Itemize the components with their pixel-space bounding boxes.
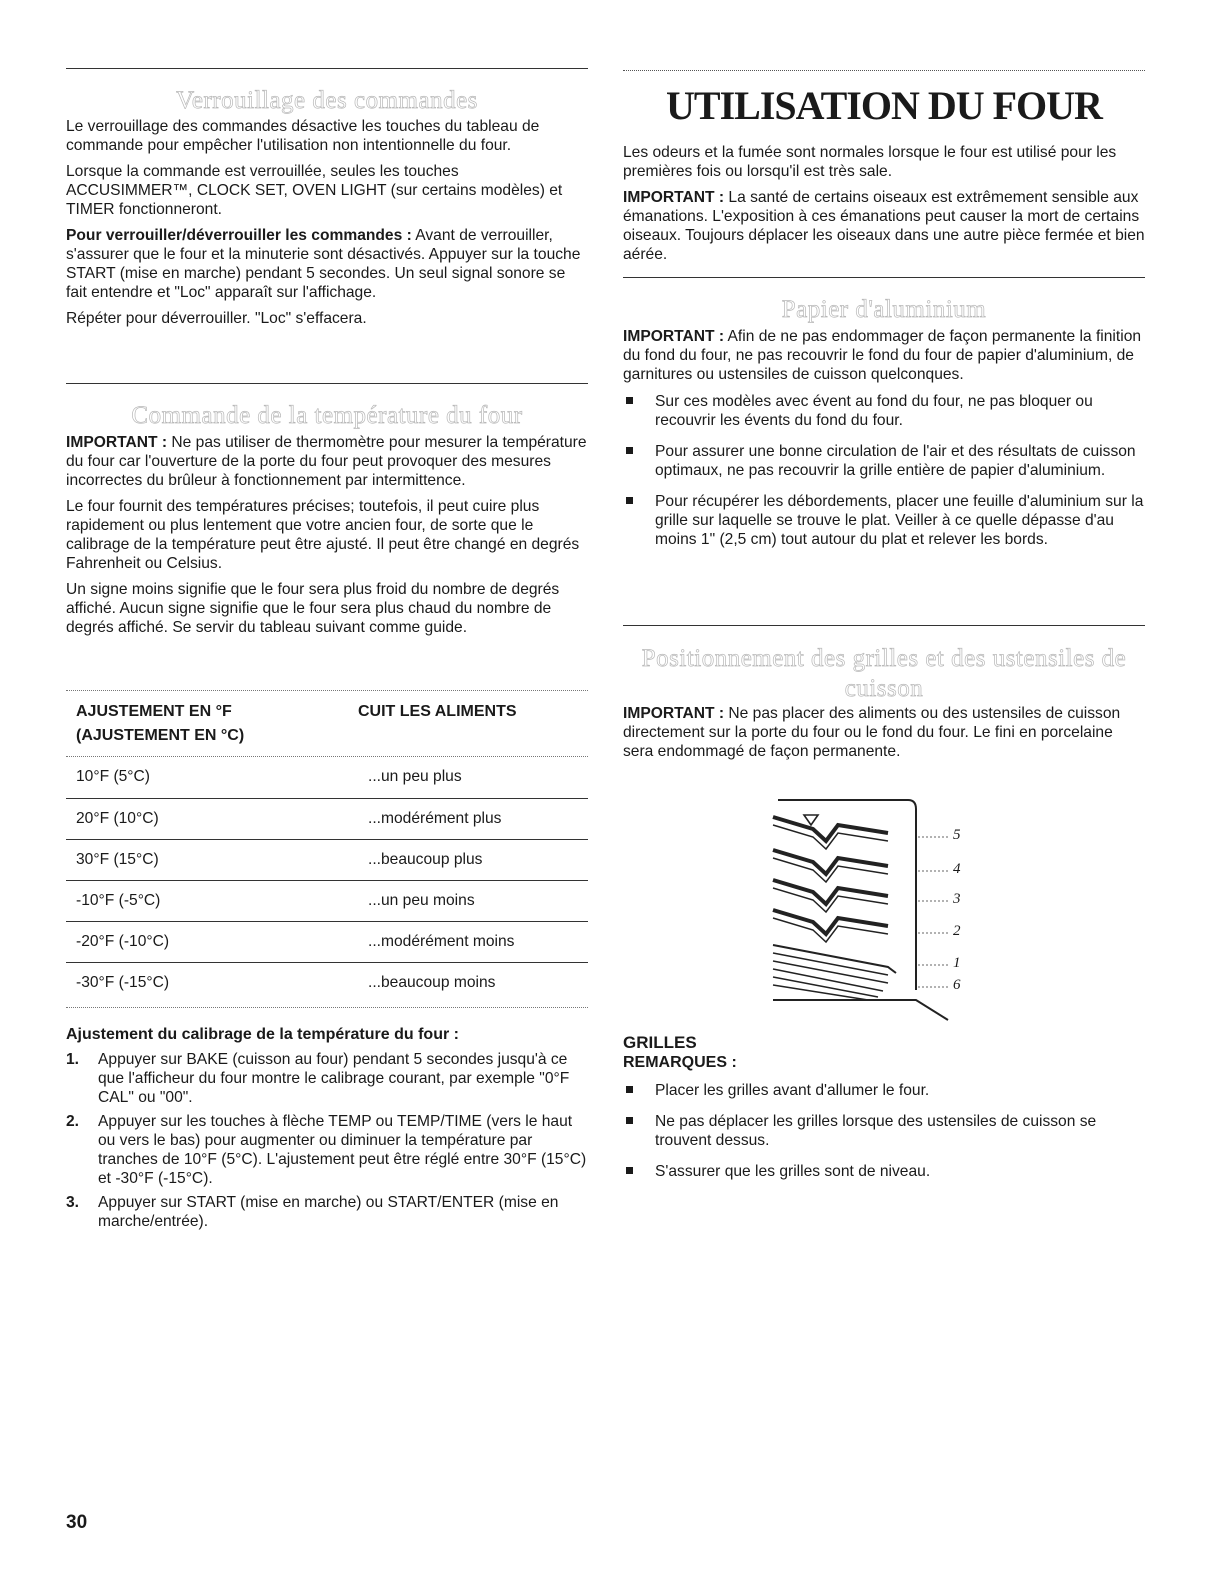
- section-rule: [66, 383, 588, 384]
- step-text: Appuyer sur BAKE (cuisson au four) pendant 5 secondes jusqu'à ce que l'afficheur du four montre le calibrage courant, par exemple "0°F CAL" ou "00".: [98, 1051, 570, 1106]
- result-cell: ...modérément moins: [368, 932, 515, 950]
- bullet-text: S'assurer que les grilles sont de niveau.: [655, 1163, 931, 1180]
- grilles-heading: GRILLES: [623, 1033, 697, 1052]
- adjust-table-body: [66, 757, 588, 1003]
- result-cell: ...un peu moins: [368, 891, 475, 909]
- bullet-item: [623, 442, 1145, 480]
- temp-section: [66, 433, 588, 637]
- racks-important-text: Ne pas placer des aliments ou des ustensiles de cuisson directement sur la porte du four ou le fond du four. Le fini en porcelaine sera endommagé de façon permanente.: [623, 705, 1121, 760]
- square-bullet-icon: [626, 1117, 633, 1124]
- foil-important: [623, 327, 1145, 384]
- temp-paragraph-2: Le four fournit des températures précises; toutefois, il peut cuire plus rapidement ou plus lentement que votre ancien four, de sorte que le calibrage de la température peut être ajusté. Il peut être changé en degrés Fahrenheit ou Celsius.: [66, 498, 580, 572]
- step-number: 1.: [66, 1051, 80, 1068]
- result-cell: ...beaucoup moins: [368, 973, 496, 991]
- intro-paragraph: Les odeurs et la fumée sont normales lorsque le four est utilisé pour les premières fois ou lorsqu'il est très sale.: [623, 144, 1117, 180]
- table-bottom-rule: [66, 1007, 588, 1008]
- temp-paragraph-3: Un signe moins signifie que le four sera plus froid du nombre de degrés affiché. Aucun signe signifie que le four sera plus chaud du nombre de degrés affiché. Se servir du tableau suivant comme guide.: [66, 581, 560, 636]
- calibration-heading: Ajustement du calibrage de la température du four :: [66, 1026, 459, 1043]
- calibration-section: [66, 1025, 588, 1236]
- rack-position-label: 4: [953, 861, 961, 877]
- table-row: [66, 962, 588, 1003]
- result-cell: ...un peu plus: [368, 768, 462, 786]
- square-bullet-icon: [626, 1086, 633, 1093]
- adjustment-cell: 20°F (10°C): [76, 809, 159, 827]
- square-bullet-icon: [626, 447, 633, 454]
- lock-paragraph-1: Le verrouillage des commandes désactive les touches du tableau de commande pour empêcher l'utilisation non intentionnelle du four.: [66, 118, 540, 154]
- foil-important-text: Afin de ne pas endommager de façon permanente la finition du fond du four, ne pas recouvrir le fond du four de papier d'aluminium, de garnitures ou ustensiles de cuisson quelconques.: [623, 328, 1142, 383]
- calibration-step: [66, 1112, 588, 1188]
- page-title: UTILISATION DU FOUR: [666, 83, 1102, 128]
- oven-floor: [773, 1000, 948, 1020]
- lock-section: [66, 117, 588, 328]
- bullet-text: Sur ces modèles avec évent au fond du four, ne pas bloquer ou recouvrir les évents du fond du four.: [655, 393, 1093, 429]
- rack-position-label: 3: [953, 891, 961, 907]
- rack-4: [773, 850, 888, 882]
- racks-heading-line1: Positionnement des grilles et des ustensiles de: [641, 645, 1127, 672]
- header-celsius: (AJUSTEMENT EN °C): [76, 727, 245, 744]
- rack-2: [773, 910, 888, 942]
- step-number: 2.: [66, 1113, 80, 1130]
- lock-paragraph-2: Lorsque la commande est verrouillée, seules les touches ACCUSIMMER™, CLOCK SET, OVEN LIGHT (sur certains modèles) et TIMER fonctionneront.: [66, 163, 563, 218]
- temp-important-text: Ne pas utiliser de thermomètre pour mesurer la température du four car l'ouverture de la porte du four peut provoquer des mesures incorrectes du brûleur à fonctionnement par intermittence.: [66, 434, 587, 489]
- section-heading-lock: Verrouillage des commandes: [176, 87, 478, 114]
- rack-1: [773, 945, 896, 1000]
- table-header-col2: CUIT LES ALIMENTS: [358, 703, 517, 720]
- important-label: IMPORTANT :: [623, 705, 725, 722]
- step-text: Appuyer sur les touches à flèche TEMP ou TEMP/TIME (vers le haut ou vers le bas) pour augmenter ou diminuer la température par tranches de 10°F (5°C). L'ajustement peut être réglé entre 30°F (15°C) et -30°F (-15°C).: [98, 1113, 587, 1187]
- bullet-text: Pour assurer une bonne circulation de l'air et des résultats de cuisson optimaux, ne pas recouvrir la grille entière de papier d'aluminium.: [655, 443, 1136, 479]
- important-label: IMPORTANT :: [623, 328, 725, 345]
- table-row: [66, 880, 588, 921]
- lock-instruction-text: Avant de verrouiller, s'assurer que le four et la minuterie sont désactivés. Appuyer sur la touche START (mise en marche) pendant 5 secondes. Un seul signal sonore se fait entendre et "Loc" apparaît sur l'affichage.: [66, 227, 581, 301]
- calibration-step: [66, 1193, 588, 1231]
- page-number: 30: [66, 1512, 88, 1533]
- adjustment-cell: -20°F (-10°C): [76, 932, 170, 950]
- section-heading-temp: Commande de la température du four: [131, 402, 523, 429]
- result-cell: ...beaucoup plus: [368, 850, 483, 868]
- section-rule: [623, 277, 1145, 278]
- adjustment-cell: 30°F (15°C): [76, 850, 159, 868]
- rack-3: [773, 880, 888, 912]
- racks-section: [623, 704, 1145, 761]
- square-bullet-icon: [626, 397, 633, 404]
- rack-position-label: 2: [953, 923, 961, 939]
- racks-heading-line2: cuisson: [844, 675, 924, 702]
- rack-position-label: 1: [953, 955, 961, 971]
- step-number: 3.: [66, 1194, 80, 1211]
- position-leaders: [918, 837, 950, 987]
- grilles-subheading: REMARQUES :: [623, 1054, 737, 1071]
- result-cell: ...modérément plus: [368, 809, 502, 827]
- bullet-item: [623, 1081, 1145, 1100]
- rack-position-labels: [953, 827, 983, 1027]
- step-text: Appuyer sur START (mise en marche) ou START/ENTER (mise en marche/entrée).: [98, 1194, 559, 1230]
- racks-important: [623, 704, 1145, 761]
- section-heading-racks: [623, 644, 1145, 704]
- adjust-table: [66, 757, 588, 1003]
- grilles-section: [623, 1033, 1145, 1193]
- bullet-text: Pour récupérer les débordements, placer une feuille d'aluminium sur la grille sur laquelle se trouve le plat. Veiller à ce quelle dépasse d'au moins 1" (2,5 cm) tout autour du plat et relever les bords.: [655, 493, 1144, 548]
- header-fahrenheit: AJUSTEMENT EN °F: [76, 703, 232, 720]
- square-bullet-icon: [626, 497, 633, 504]
- table-top-rule: [66, 690, 588, 691]
- birds-important-text: La santé de certains oiseaux est extrêmement sensible aux émanations. L'exposition à ces émanations peut causer la mort de certains oiseaux. Toujours déplacer les oiseaux dans une autre pièce fermée et bien aérée.: [623, 189, 1145, 263]
- important-label: IMPORTANT :: [623, 189, 725, 206]
- grilles-bullet-list: [623, 1081, 1145, 1181]
- top-rule: [66, 68, 588, 69]
- adjustment-cell: -10°F (-5°C): [76, 891, 161, 909]
- square-bullet-icon: [626, 1167, 633, 1174]
- oven-light-icon: [804, 815, 818, 825]
- calibration-step: [66, 1050, 588, 1107]
- bullet-text: Placer les grilles avant d'allumer le four.: [655, 1082, 930, 1099]
- title-top-rule: [623, 70, 1145, 71]
- temp-important: [66, 433, 588, 490]
- rack-position-label: 6: [953, 977, 961, 993]
- table-row: [66, 839, 588, 880]
- bullet-text: Ne pas déplacer les grilles lorsque des ustensiles de cuisson se trouvent dessus.: [655, 1113, 1097, 1149]
- table-row: [66, 757, 588, 798]
- foil-bullet-list: [623, 392, 1145, 549]
- lock-paragraph-4: Répéter pour déverrouiller. "Loc" s'effacera.: [66, 310, 367, 327]
- table-row: [66, 921, 588, 962]
- table-header-col1: [76, 700, 244, 748]
- lock-instruction-label: Pour verrouiller/déverrouiller les commandes :: [66, 227, 412, 244]
- important-label: IMPORTANT :: [66, 434, 168, 451]
- rack-5: [773, 817, 888, 849]
- adjustment-cell: -30°F (-15°C): [76, 973, 170, 991]
- calibration-steps: [66, 1050, 588, 1231]
- adjustment-cell: 10°F (5°C): [76, 768, 150, 786]
- intro-section: [623, 143, 1145, 264]
- foil-section: [623, 327, 1145, 561]
- birds-important: [623, 188, 1145, 264]
- section-rule: [623, 625, 1145, 626]
- rack-positions-diagram: [768, 795, 968, 1025]
- rack-position-label: 5: [953, 827, 961, 843]
- section-heading-foil: Papier d'aluminium: [781, 296, 987, 323]
- bullet-item: [623, 1112, 1145, 1150]
- bullet-item: [623, 392, 1145, 430]
- table-row: [66, 798, 588, 839]
- lock-paragraph-3: [66, 226, 588, 302]
- bullet-item: [623, 492, 1145, 549]
- bullet-item: [623, 1162, 1145, 1181]
